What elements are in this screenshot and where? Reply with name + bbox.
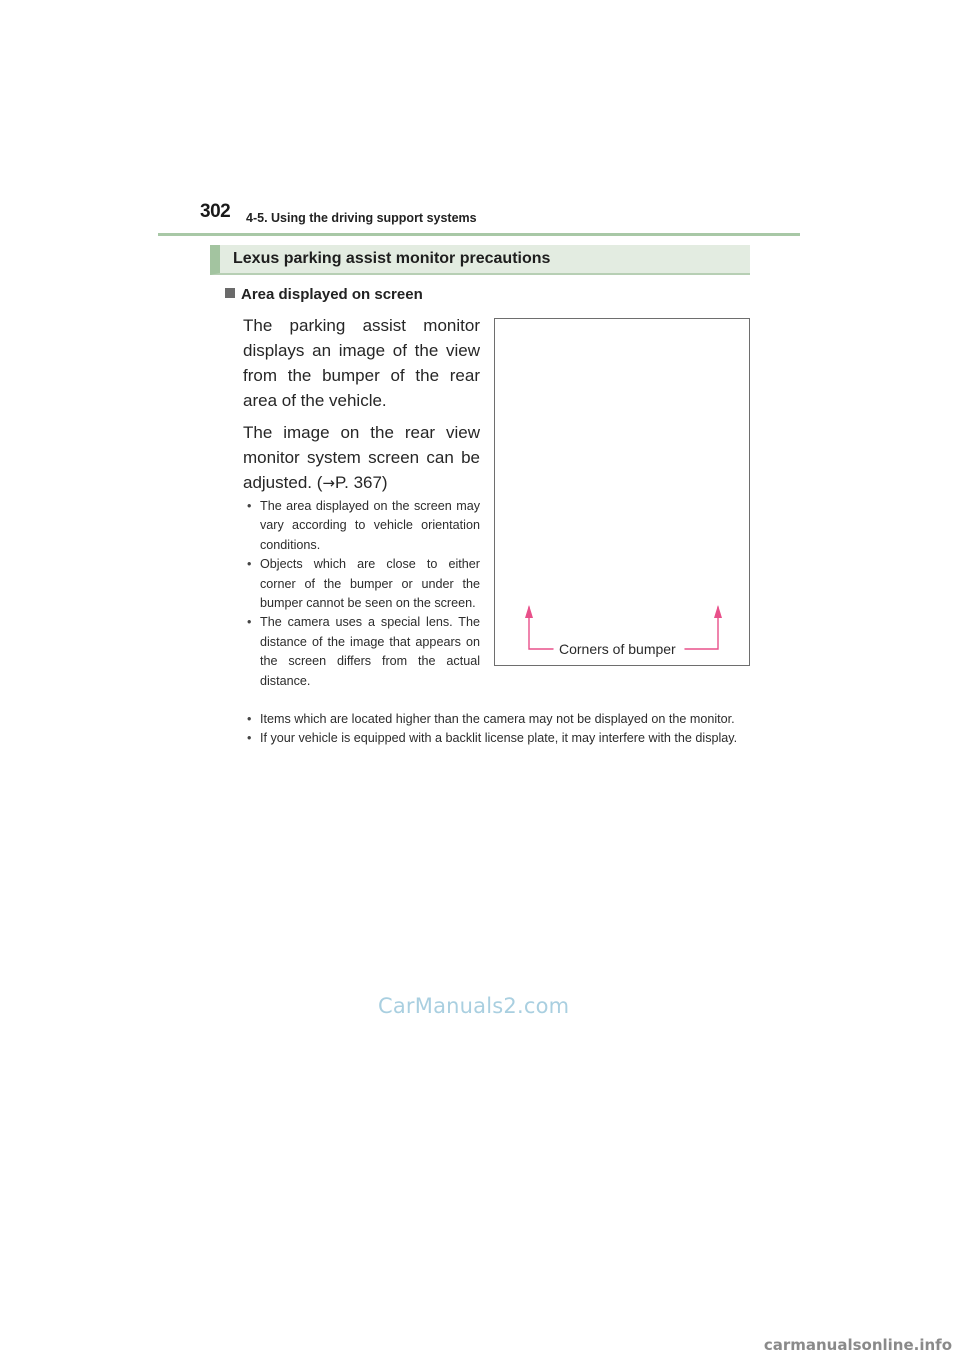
paragraph-adjust-image <box>243 420 480 496</box>
section-reference: 4-5. Using the driving support systems <box>246 211 477 225</box>
bullet-text: If your vehicle is equipped with a backlit license plate, it may interfere with the display. <box>260 731 738 746</box>
bullet-item <box>243 729 746 748</box>
bullet-text: Items which are located higher than the camera may not be displayed on the monitor. <box>260 712 735 726</box>
square-bullet-icon <box>225 288 235 298</box>
bullet-item <box>243 613 480 691</box>
watermark-center[interactable]: CarManuals2.com <box>378 994 570 1018</box>
section-title: Lexus parking assist monitor precautions <box>233 250 551 267</box>
right-arrow-icon: → <box>322 474 335 492</box>
bullet-text: Objects which are close to either corner of the bumper or under the bumper cannot be seen on the screen. <box>260 557 480 611</box>
bullet-item <box>243 497 480 555</box>
bullet-dot: • <box>247 499 252 513</box>
header-rule <box>158 233 800 236</box>
watermark-footer[interactable]: carmanualsonline.info <box>763 1336 952 1354</box>
bullet-dot: • <box>247 557 252 572</box>
figure-rear-view <box>494 318 750 666</box>
bullet-item <box>243 710 746 729</box>
bullet-list-wide <box>243 710 746 749</box>
paragraph-display-view: The parking assist monitor displays an image of the view from the bumper of the rear area of the vehicle. <box>243 316 480 410</box>
bullet-text: The area displayed on the screen may vary according to vehicle orientation conditions. <box>260 499 480 552</box>
callout-label: Corners of bumper <box>559 641 676 657</box>
bullet-dot: • <box>247 731 252 746</box>
left-callout-line <box>529 607 553 649</box>
subheading-text: Area displayed on screen <box>241 286 423 303</box>
bullet-dot: • <box>247 712 252 726</box>
bullet-text: The camera uses a special lens. The distance of the image that appears on the screen differs from the actual distance. <box>260 615 480 688</box>
right-arrowhead-icon <box>714 605 722 618</box>
page-number: 302 <box>200 201 231 222</box>
section-title-bar <box>210 245 750 275</box>
right-callout-line <box>685 607 718 649</box>
bullet-item <box>243 555 480 613</box>
subheading <box>225 286 423 303</box>
bullet-dot: • <box>247 615 252 630</box>
page-reference-link[interactable]: P. 367) <box>334 473 388 492</box>
bullet-list-narrow <box>243 497 480 691</box>
paragraph-adjust-text: The image on the rear view monitor system screen can be adjusted. ( <box>243 423 480 492</box>
bumper-corner-callouts <box>495 319 751 667</box>
left-arrowhead-icon <box>525 605 533 618</box>
